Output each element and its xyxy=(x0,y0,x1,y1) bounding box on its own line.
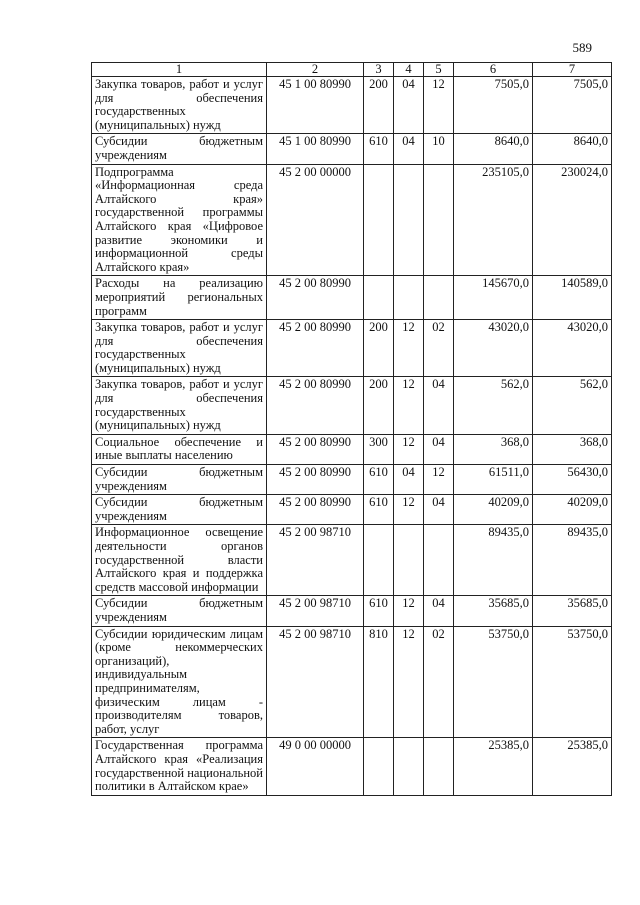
subsection-cell xyxy=(424,525,454,596)
subsection-cell: 04 xyxy=(424,596,454,626)
subsection-cell xyxy=(424,276,454,320)
header-cell: 2 xyxy=(267,63,364,77)
budget-code-cell: 49 0 00 00000 xyxy=(267,738,364,795)
page-number: 589 xyxy=(572,40,592,55)
expense-type-cell: 200 xyxy=(364,320,394,377)
section-cell: 12 xyxy=(394,434,424,464)
amount-year2-cell: 230024,0 xyxy=(533,164,612,276)
section-cell: 12 xyxy=(394,320,424,377)
header-cell: 7 xyxy=(533,63,612,77)
budget-code-cell: 45 1 00 80990 xyxy=(267,77,364,134)
subsection-cell: 12 xyxy=(424,465,454,495)
amount-year1-cell: 25385,0 xyxy=(454,738,533,795)
expense-type-cell xyxy=(364,276,394,320)
expense-name-cell: Субсидии бюджетным учреждениям xyxy=(92,596,267,626)
section-cell: 04 xyxy=(394,134,424,164)
header-cell: 4 xyxy=(394,63,424,77)
header-cell: 6 xyxy=(454,63,533,77)
amount-year1-cell: 35685,0 xyxy=(454,596,533,626)
table-row xyxy=(92,377,612,434)
section-cell xyxy=(394,276,424,320)
expense-type-cell: 810 xyxy=(364,626,394,738)
expense-type-cell: 610 xyxy=(364,495,394,525)
amount-year2-cell: 40209,0 xyxy=(533,495,612,525)
table-row xyxy=(92,77,612,134)
expense-name-cell: Субсидии юридическим лицам (кроме некоммерческих организаций), индивидуальным предпринимателям, физическим лицам - производителям товаров, работ, услуг xyxy=(92,626,267,738)
subsection-cell: 02 xyxy=(424,626,454,738)
amount-year2-cell: 562,0 xyxy=(533,377,612,434)
amount-year2-cell: 8640,0 xyxy=(533,134,612,164)
expense-type-cell xyxy=(364,525,394,596)
section-cell xyxy=(394,738,424,795)
amount-year1-cell: 43020,0 xyxy=(454,320,533,377)
amount-year1-cell: 8640,0 xyxy=(454,134,533,164)
expense-name-cell: Государственная программа Алтайского края «Реализация государственной национальной политики в Алтайском крае» xyxy=(92,738,267,795)
expense-name-cell: Закупка товаров, работ и услуг для обеспечения государственных (муниципальных) нужд xyxy=(92,77,267,134)
section-cell: 12 xyxy=(394,596,424,626)
table-row xyxy=(92,434,612,464)
section-cell: 12 xyxy=(394,377,424,434)
table-row xyxy=(92,164,612,276)
expense-type-cell: 610 xyxy=(364,596,394,626)
expense-name-cell: Социальное обеспечение и иные выплаты населению xyxy=(92,434,267,464)
budget-code-cell: 45 2 00 80990 xyxy=(267,377,364,434)
table-row xyxy=(92,495,612,525)
amount-year2-cell: 43020,0 xyxy=(533,320,612,377)
section-cell xyxy=(394,164,424,276)
expense-name-cell: Информационное освещение деятельности органов государственной власти Алтайского края и поддержка средств массовой информации xyxy=(92,525,267,596)
expense-name-cell: Закупка товаров, работ и услуг для обеспечения государственных (муниципальных) нужд xyxy=(92,377,267,434)
amount-year2-cell: 56430,0 xyxy=(533,465,612,495)
subsection-cell: 10 xyxy=(424,134,454,164)
amount-year2-cell: 89435,0 xyxy=(533,525,612,596)
expense-type-cell: 610 xyxy=(364,134,394,164)
subsection-cell: 02 xyxy=(424,320,454,377)
section-cell: 12 xyxy=(394,626,424,738)
budget-code-cell: 45 2 00 00000 xyxy=(267,164,364,276)
expense-name-cell: Субсидии бюджетным учреждениям xyxy=(92,495,267,525)
amount-year2-cell: 35685,0 xyxy=(533,596,612,626)
budget-code-cell: 45 2 00 98710 xyxy=(267,626,364,738)
budget-code-cell: 45 2 00 80990 xyxy=(267,495,364,525)
header-row xyxy=(92,63,612,77)
amount-year1-cell: 89435,0 xyxy=(454,525,533,596)
expense-name-cell: Закупка товаров, работ и услуг для обеспечения государственных (муниципальных) нужд xyxy=(92,320,267,377)
amount-year2-cell: 53750,0 xyxy=(533,626,612,738)
amount-year2-cell: 7505,0 xyxy=(533,77,612,134)
amount-year1-cell: 235105,0 xyxy=(454,164,533,276)
budget-code-cell: 45 2 00 98710 xyxy=(267,525,364,596)
expense-type-cell: 610 xyxy=(364,465,394,495)
expense-type-cell: 300 xyxy=(364,434,394,464)
expense-name-cell: Субсидии бюджетным учреждениям xyxy=(92,465,267,495)
section-cell: 12 xyxy=(394,495,424,525)
header-cell: 1 xyxy=(92,63,267,77)
table-row xyxy=(92,525,612,596)
amount-year1-cell: 53750,0 xyxy=(454,626,533,738)
subsection-cell xyxy=(424,738,454,795)
table-row xyxy=(92,738,612,795)
expense-type-cell xyxy=(364,738,394,795)
table-row xyxy=(92,320,612,377)
subsection-cell: 12 xyxy=(424,77,454,134)
amount-year1-cell: 40209,0 xyxy=(454,495,533,525)
subsection-cell: 04 xyxy=(424,434,454,464)
amount-year2-cell: 368,0 xyxy=(533,434,612,464)
expense-name-cell: Расходы на реализацию мероприятий региональных программ xyxy=(92,276,267,320)
subsection-cell xyxy=(424,164,454,276)
header-cell: 5 xyxy=(424,63,454,77)
table-row xyxy=(92,465,612,495)
budget-code-cell: 45 2 00 80990 xyxy=(267,320,364,377)
subsection-cell: 04 xyxy=(424,377,454,434)
expense-type-cell: 200 xyxy=(364,77,394,134)
budget-code-cell: 45 2 00 80990 xyxy=(267,434,364,464)
section-cell xyxy=(394,525,424,596)
expense-type-cell: 200 xyxy=(364,377,394,434)
budget-code-cell: 45 2 00 80990 xyxy=(267,465,364,495)
subsection-cell: 04 xyxy=(424,495,454,525)
amount-year2-cell: 25385,0 xyxy=(533,738,612,795)
amount-year1-cell: 145670,0 xyxy=(454,276,533,320)
section-cell: 04 xyxy=(394,465,424,495)
amount-year1-cell: 562,0 xyxy=(454,377,533,434)
table-body xyxy=(92,77,612,796)
expense-name-cell: Субсидии бюджетным учреждениям xyxy=(92,134,267,164)
amount-year1-cell: 368,0 xyxy=(454,434,533,464)
budget-code-cell: 45 2 00 80990 xyxy=(267,276,364,320)
section-cell: 04 xyxy=(394,77,424,134)
amount-year1-cell: 61511,0 xyxy=(454,465,533,495)
table-row xyxy=(92,596,612,626)
budget-code-cell: 45 1 00 80990 xyxy=(267,134,364,164)
expense-type-cell xyxy=(364,164,394,276)
budget-table xyxy=(91,62,612,796)
budget-code-cell: 45 2 00 98710 xyxy=(267,596,364,626)
amount-year2-cell: 140589,0 xyxy=(533,276,612,320)
expense-name-cell: Подпрограмма «Информационная среда Алтайского края» государственной программы Алтайского края «Цифровое развитие экономики и информационной среды Алтайского края» xyxy=(92,164,267,276)
amount-year1-cell: 7505,0 xyxy=(454,77,533,134)
header-cell: 3 xyxy=(364,63,394,77)
table-row xyxy=(92,276,612,320)
table-row xyxy=(92,134,612,164)
table-row xyxy=(92,626,612,738)
